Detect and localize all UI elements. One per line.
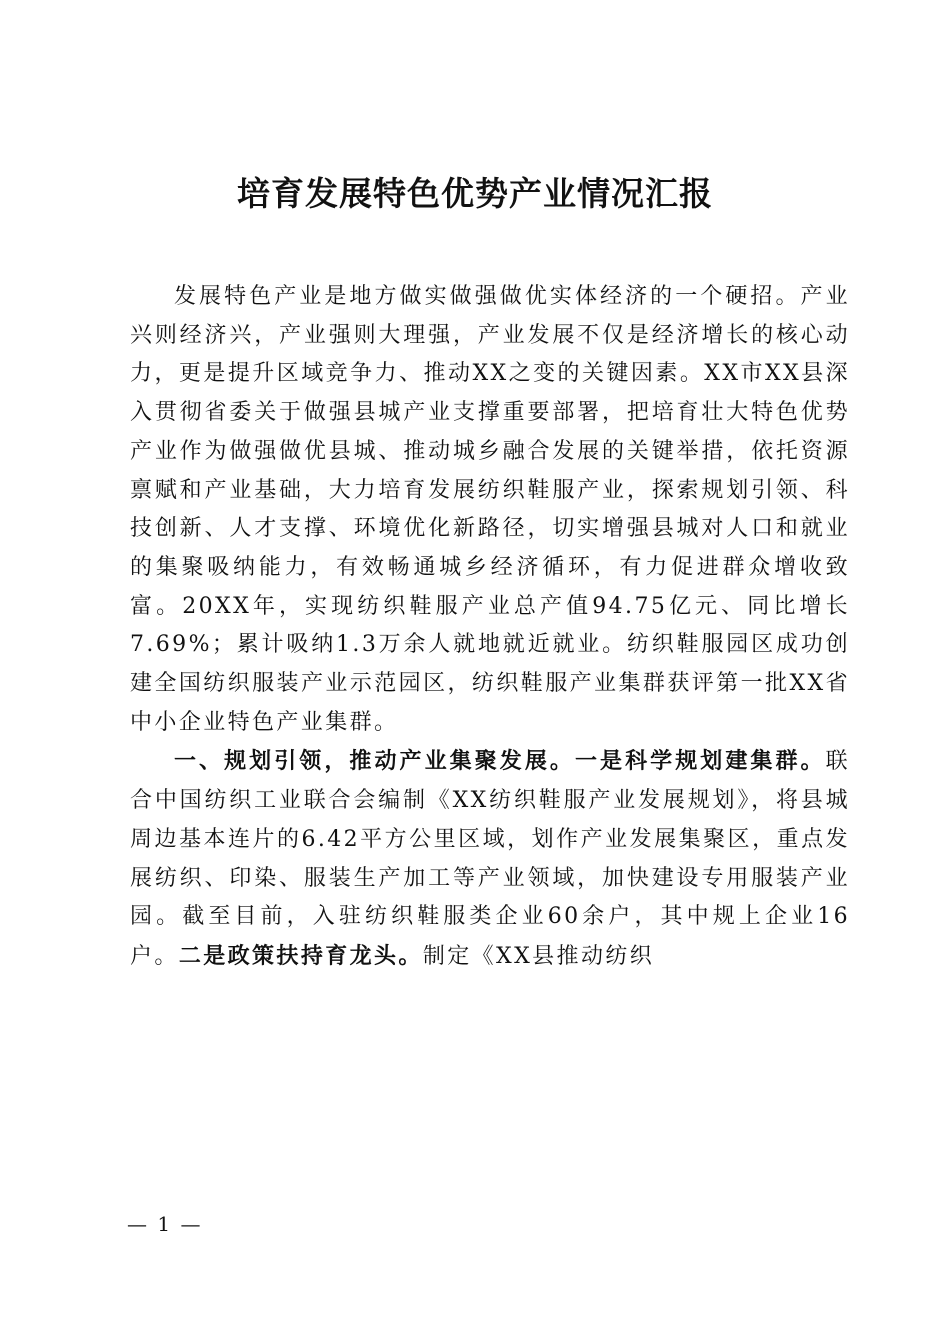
section-1-point-2-heading: 二是政策扶持育龙头。 <box>178 942 423 969</box>
section-1-point-1-text: 联合中国纺织工业联合会编制《XX纺织鞋服产业发展规划》，将县城周边基本连片的6.42平方公里区域，划作产业发展集聚区，重点发展纺织、印染、服装生产加工等产业领域，加快建设专用服装产业园。截至目前，入驻纺织鞋服类企业60余户，其中规上企业16户。 <box>130 749 850 969</box>
section-1-paragraph <box>130 742 850 976</box>
document-body <box>130 278 850 977</box>
section-1-heading: 一、规划引领，推动产业集聚发展。 <box>174 748 575 775</box>
intro-paragraph: 发展特色产业是地方做实做强做优实体经济的一个硬招。产业兴则经济兴，产业强则大理强，产业发展不仅是经济增长的核心动力，更是提升区域竞争力、推动XX之变的关键因素。XX市XX县深入贯彻省委关于做强县城产业支撑重要部署，把培育壮大特色优势产业作为做强做优县城、推动城乡融合发展的关键举措，依托资源禀赋和产业基础，大力培育发展纺织鞋服产业，探索规划引领、科技创新、人才支撑、环境优化新路径，切实增强县城对人口和就业的集聚吸纳能力，有效畅通城乡经济循环，有力促进群众增收致富。20XX年，实现纺织鞋服产业总产值94.75亿元、同比增长7.69%；累计吸纳1.3万余人就地就近就业。纺织鞋服园区成功创建全国纺织服装产业示范园区，纺织鞋服产业集群获评第一批XX省中小企业特色产业集群。 <box>130 284 850 735</box>
section-1-point-2-text: 制定《XX县推动纺织 <box>422 943 655 969</box>
document-title: 培育发展特色优势产业情况汇报 <box>237 174 713 213</box>
section-1-point-1-heading: 一是科学规划建集群。 <box>574 748 826 775</box>
page-number: — 1 — <box>127 1212 203 1236</box>
